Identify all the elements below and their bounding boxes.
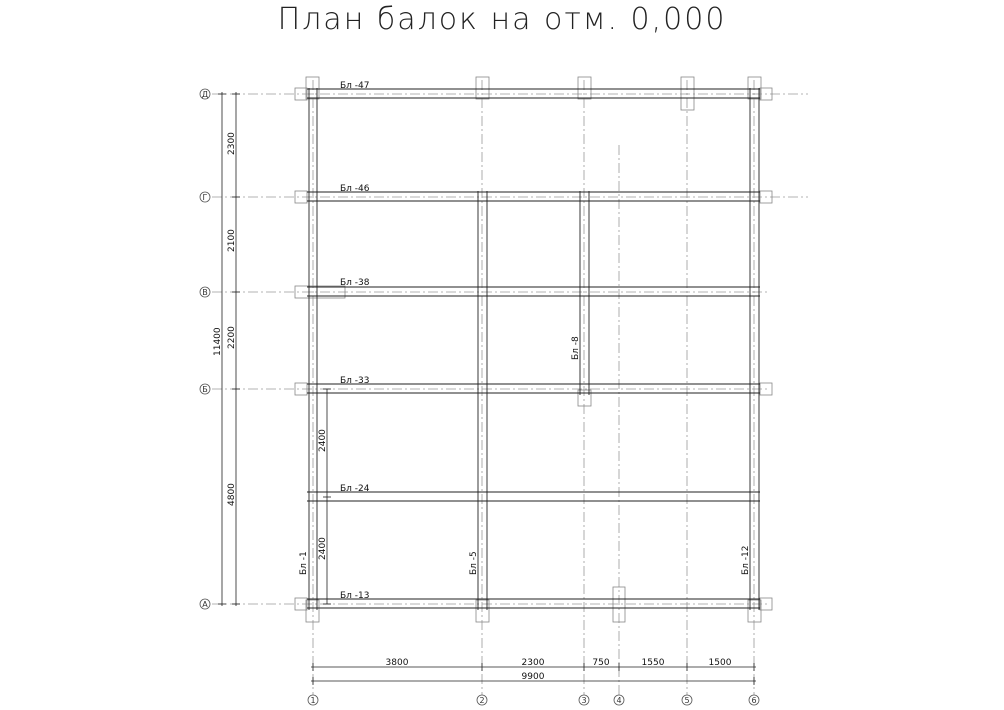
- axis-label-4: 4: [616, 696, 622, 705]
- column-posts: [295, 77, 772, 622]
- beam-label-bl-12: Бл -12: [741, 545, 751, 575]
- axis-label-6: 6: [751, 696, 757, 705]
- beam-label-bl-24: Бл -24: [340, 484, 370, 494]
- axis-label-3: 3: [581, 696, 587, 705]
- dim-2300-bottom: 2300: [521, 658, 545, 668]
- vertical-beams: [309, 88, 759, 610]
- beam-label-bl-47: Бл -47: [340, 81, 370, 91]
- beam-label-bl-38: Бл -38: [340, 278, 370, 288]
- number-axis-markers: [308, 695, 759, 705]
- dim-11400: 11400: [213, 327, 223, 356]
- horizontal-beams: [307, 89, 760, 608]
- page-title: План балок на отм. 0,000: [277, 2, 727, 37]
- dim-2300: 2300: [227, 132, 237, 155]
- beam-label-bl-33: Бл -33: [340, 376, 370, 386]
- left-dimension-values: [213, 132, 328, 560]
- axis-label-5: 5: [684, 696, 690, 705]
- bottom-dimension-values: [386, 658, 732, 682]
- beam-label-bl-8: Бл -8: [571, 336, 581, 360]
- dim-1550: 1550: [641, 658, 665, 668]
- dim-750: 750: [592, 658, 610, 668]
- dim-3800: 3800: [385, 658, 409, 668]
- axis-label-b: Б: [202, 385, 208, 394]
- beam-label-bl-1: Бл -1: [299, 551, 309, 575]
- dim-4800: 4800: [227, 483, 237, 506]
- axis-lines: [212, 80, 808, 695]
- letter-axis-labels: [202, 90, 208, 609]
- axis-label-1: 1: [310, 696, 316, 705]
- dim-9900: 9900: [521, 672, 545, 682]
- dim-2200: 2200: [227, 326, 237, 349]
- dim-inner-2400-lower: 2400: [318, 537, 328, 560]
- letter-axis-markers: [200, 89, 210, 609]
- axis-label-2: 2: [479, 696, 485, 705]
- beam-label-bl-13: Бл -13: [340, 591, 370, 601]
- axis-label-a: А: [202, 600, 208, 609]
- dim-inner-2400-upper: 2400: [318, 429, 328, 452]
- axis-label-d: Д: [201, 90, 209, 99]
- dim-2100: 2100: [227, 229, 237, 252]
- axis-label-v: В: [202, 288, 208, 297]
- beam-label-bl-5: Бл -5: [469, 551, 479, 575]
- beam-label-bl-46: Бл -46: [340, 184, 370, 194]
- horizontal-beam-labels: [340, 81, 370, 601]
- axis-label-g: Г: [202, 193, 208, 202]
- dim-1500: 1500: [708, 658, 732, 668]
- vertical-beam-labels: [299, 336, 751, 575]
